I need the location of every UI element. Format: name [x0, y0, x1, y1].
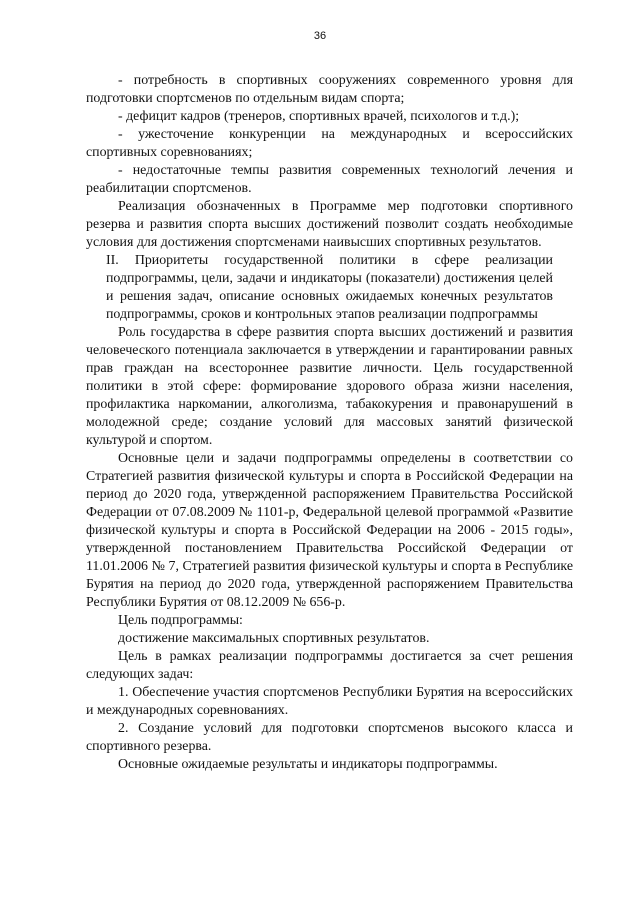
list-item-technologies: - недостаточные темпы развития современных технологий лечения и реабилитации спортсменов.	[86, 163, 573, 196]
paragraph-tasks-intro: Цель в рамках реализации подпрограммы достигается за счет решения следующих задач:	[86, 649, 573, 682]
paragraph-expected-results: Основные ожидаемые результаты и индикаторы подпрограммы.	[118, 757, 498, 772]
paragraph-program-measures: Реализация обозначенных в Программе мер подготовки спортивного резерва и развития спорта высших достижений позволит создать необходимые условия для достижения спортсменами наивысших спортивных результатов.	[86, 199, 573, 250]
paragraph-goal-label: Цель подпрограммы:	[118, 613, 243, 628]
task-item-1: 1. Обеспечение участия спортсменов Республики Бурятия на всероссийских и международных соревнованиях.	[86, 685, 573, 718]
paragraph-state-role: Роль государства в сфере развития спорта высших достижений и развития человеческого потенциала заключается в утверждении и гарантировании равных прав граждан на всестороннее развитие личности. Цель государственной политики в этой сфере: формирование здорового образа жизни населения, профилактика наркомании, алкоголизма, табакокурения и правонарушений в молодежной среде; создание условий для массовых занятий физической культурой и спортом.	[86, 325, 573, 448]
page-content	[86, 72, 573, 774]
task-item-2: 2. Создание условий для подготовки спортсменов высокого класса и спортивного резерва.	[86, 721, 573, 754]
list-item-facilities: - потребность в спортивных сооружениях современного уровня для подготовки спортсменов по отдельным видам спорта;	[86, 73, 573, 106]
page-number: 36	[313, 30, 327, 42]
paragraph-goal-text: достижение максимальных спортивных результатов.	[118, 631, 430, 646]
list-item-competition: - ужесточение конкуренции на международных и всероссийских спортивных соревнованиях;	[86, 127, 573, 160]
paragraph-goals-basis: Основные цели и задачи подпрограммы определены в соответствии со Стратегией развития физической культуры и спорта в Российской Федерации на период до 2020 года, утвержденной распоряжением Правительства Российской Федерации от 07.08.2009 № 1101-р, Федеральной целевой программой «Развитие физической культуры и спорта в Российской Федерации на 2006 - 2015 годы», утвержденной постановлением Правительства Российской Федерации от 11.01.2006 № 7, Стратегией развития физической культуры и спорта в Республике Бурятия на период до 2020 года, утвержденной распоряжением Правительства Республики Бурятия от 08.12.2009 № 656-р.	[86, 451, 573, 610]
section-heading: II. Приоритеты государственной политики в сфере реализации подпрограммы, цели, задачи и индикаторы (показатели) достижения целей и решения задач, описание основных ожидаемых конечных результатов подпрограммы, сроков и контрольных этапов реализации подпрограммы	[106, 253, 553, 322]
list-item-staff-shortage: - дефицит кадров (тренеров, спортивных врачей, психологов и т.д.);	[118, 109, 520, 124]
